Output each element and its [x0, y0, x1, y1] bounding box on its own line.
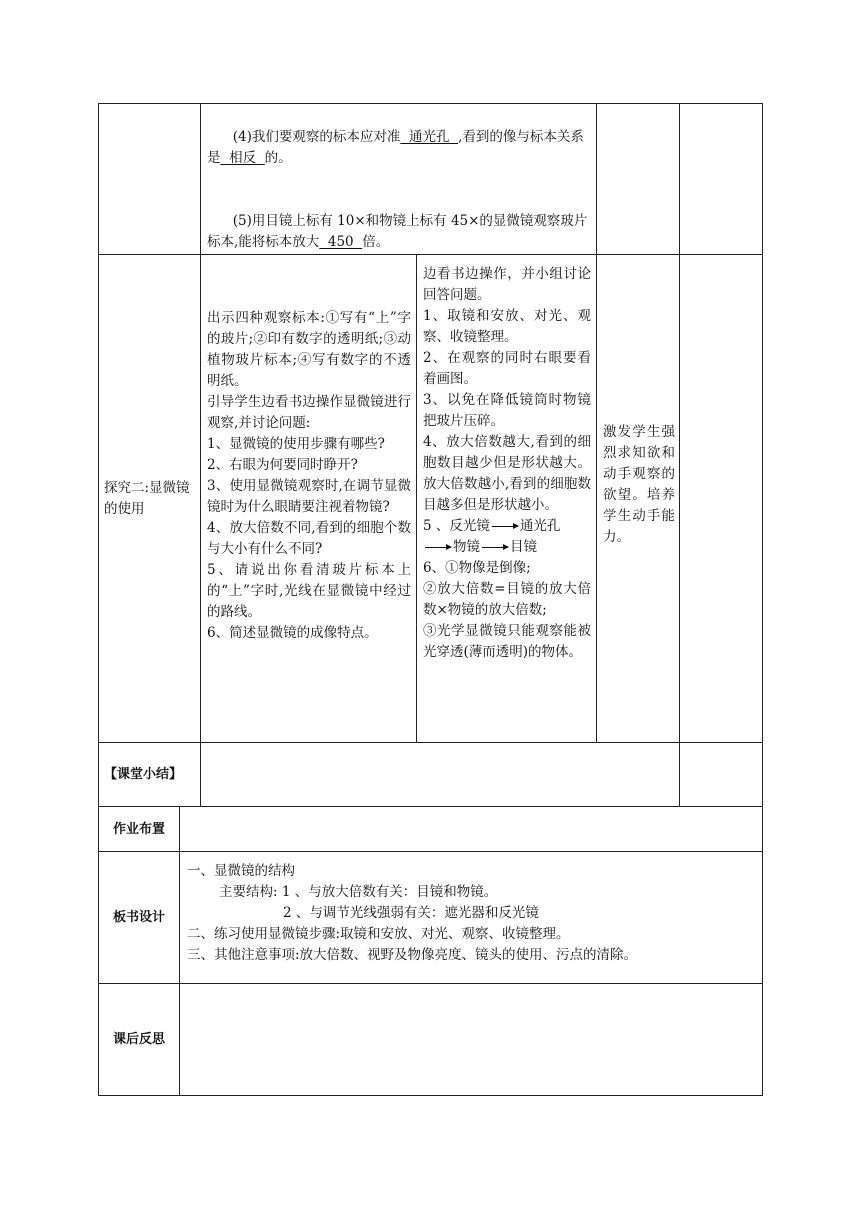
table-border-bottom — [98, 1095, 763, 1096]
homework-label: 作业布置 — [112, 821, 165, 837]
student-answer: 1、取镜和安放、对光、观察、收镜整理。 — [423, 308, 591, 345]
board-content-cell — [187, 861, 757, 966]
light-path-answer-2: 物镜 目镜 — [423, 537, 591, 558]
q4-answer-blank: 通光孔 — [400, 129, 459, 145]
col-divider — [679, 103, 680, 807]
teacher-line: 引导学生边看书边操作显微镜进行观察,并讨论问题: — [207, 394, 411, 431]
teacher-question: 5、请说出你看清玻片标本上的“上”字时,光线在显微镜中经过的路线。 — [207, 562, 411, 620]
teacher-question: 4、放大倍数不同,看到的细胞个数与大小有什么不同? — [207, 520, 411, 557]
review-questions-cell — [207, 106, 591, 274]
teacher-line: 出示四种观察标本:①写有“上”字的玻片;②印有数字的透明纸;③动植物玻片标本;④写有数字的不透明纸。 — [207, 310, 411, 389]
reflection-label-cell — [99, 984, 179, 1095]
teacher-activity-cell — [207, 308, 411, 644]
activity-label: 探究二:显微镜的使用 — [104, 479, 190, 517]
activity-label-cell — [104, 255, 196, 742]
board-line: 一、显微镜的结构 — [187, 863, 295, 879]
q4-mid: ,看到的像与标本关系是 — [207, 129, 584, 166]
col-divider — [416, 254, 417, 743]
table-border-right — [762, 103, 763, 1096]
col-divider — [596, 254, 597, 743]
arrow-icon — [482, 547, 508, 548]
q4-answer-blank-2: 相反 — [220, 150, 265, 166]
student-activity-cell — [423, 264, 591, 663]
reflection-label: 课后反思 — [112, 1032, 165, 1047]
row-divider — [98, 851, 763, 852]
board-line: 2 、与调节光线强弱有关：遮光器和反光镜 — [283, 905, 539, 921]
design-intent: 激发学生强烈求知欲和动手观察的欲望。培养学生动手能力。 — [603, 424, 675, 545]
board-label: 板书设计 — [112, 910, 165, 925]
design-intent-cell — [603, 422, 675, 548]
homework-label-cell — [99, 807, 179, 851]
col-divider — [596, 103, 597, 255]
table-border-top — [98, 103, 763, 104]
arrow-icon — [425, 547, 451, 548]
teacher-question: 6、简述显微镜的成像特点。 — [207, 625, 378, 641]
teacher-question: 1、显微镜的使用步骤有哪些? — [207, 436, 385, 452]
q5-end: 倍。 — [362, 234, 390, 250]
board-line: 主要结构: 1 、与放大倍数有关：目镜和物镜。 — [219, 884, 498, 900]
student-answer: 2、在观察的同时右眼要看着画图。 — [423, 350, 591, 387]
q5-prefix: (5)用目镜上标有 10×和物镜上标有 45×的显微镜观察玻片标本,能将标本放大 — [207, 213, 588, 250]
q4-end: 的。 — [264, 150, 292, 166]
student-answer: 3、以免在降低镜筒时物镜把玻片压碎。 — [423, 392, 591, 429]
teacher-question: 3、使用显微镜观察时,在调节显微镜时为什么眼睛要注视着物镜? — [207, 478, 411, 515]
board-label-cell — [99, 852, 179, 983]
q4-prefix: (4)我们要观察的标本应对准 — [232, 129, 401, 145]
student-answer: ③光学显微镜只能观察能被光穿透(薄而透明)的物体。 — [423, 623, 591, 660]
summary-label: 【课堂小结】 — [104, 767, 183, 782]
col-divider — [200, 103, 201, 807]
q5-answer-blank: 450 — [319, 234, 363, 250]
summary-label-cell — [104, 743, 198, 806]
col-divider — [179, 806, 180, 1096]
student-answer: 4、放大倍数越大,看到的细胞数目越少但是形状越大。放大倍数越小,看到的细胞数目越多但是形状越小。 — [423, 434, 591, 513]
board-line: 二、练习使用显微镜步骤:取镜和安放、对光、观察、收镜整理。 — [187, 926, 570, 942]
student-answer: 6、①物像是倒像; — [423, 560, 531, 576]
teacher-question: 2、右眼为何要同时睁开? — [207, 457, 358, 473]
student-answer: ②放大倍数=目镜的放大倍数×物镜的放大倍数; — [423, 581, 591, 618]
arrow-icon — [492, 526, 518, 527]
board-line: 三、其他注意事项:放大倍数、视野及物像亮度、镜头的使用、污点的清除。 — [187, 947, 638, 963]
light-path-answer: 5 、反光镜 通光孔 — [423, 518, 561, 534]
student-intro: 边看书边操作，并小组讨论回答问题。 — [423, 266, 591, 303]
row-divider — [98, 806, 763, 807]
row-divider — [98, 983, 763, 984]
